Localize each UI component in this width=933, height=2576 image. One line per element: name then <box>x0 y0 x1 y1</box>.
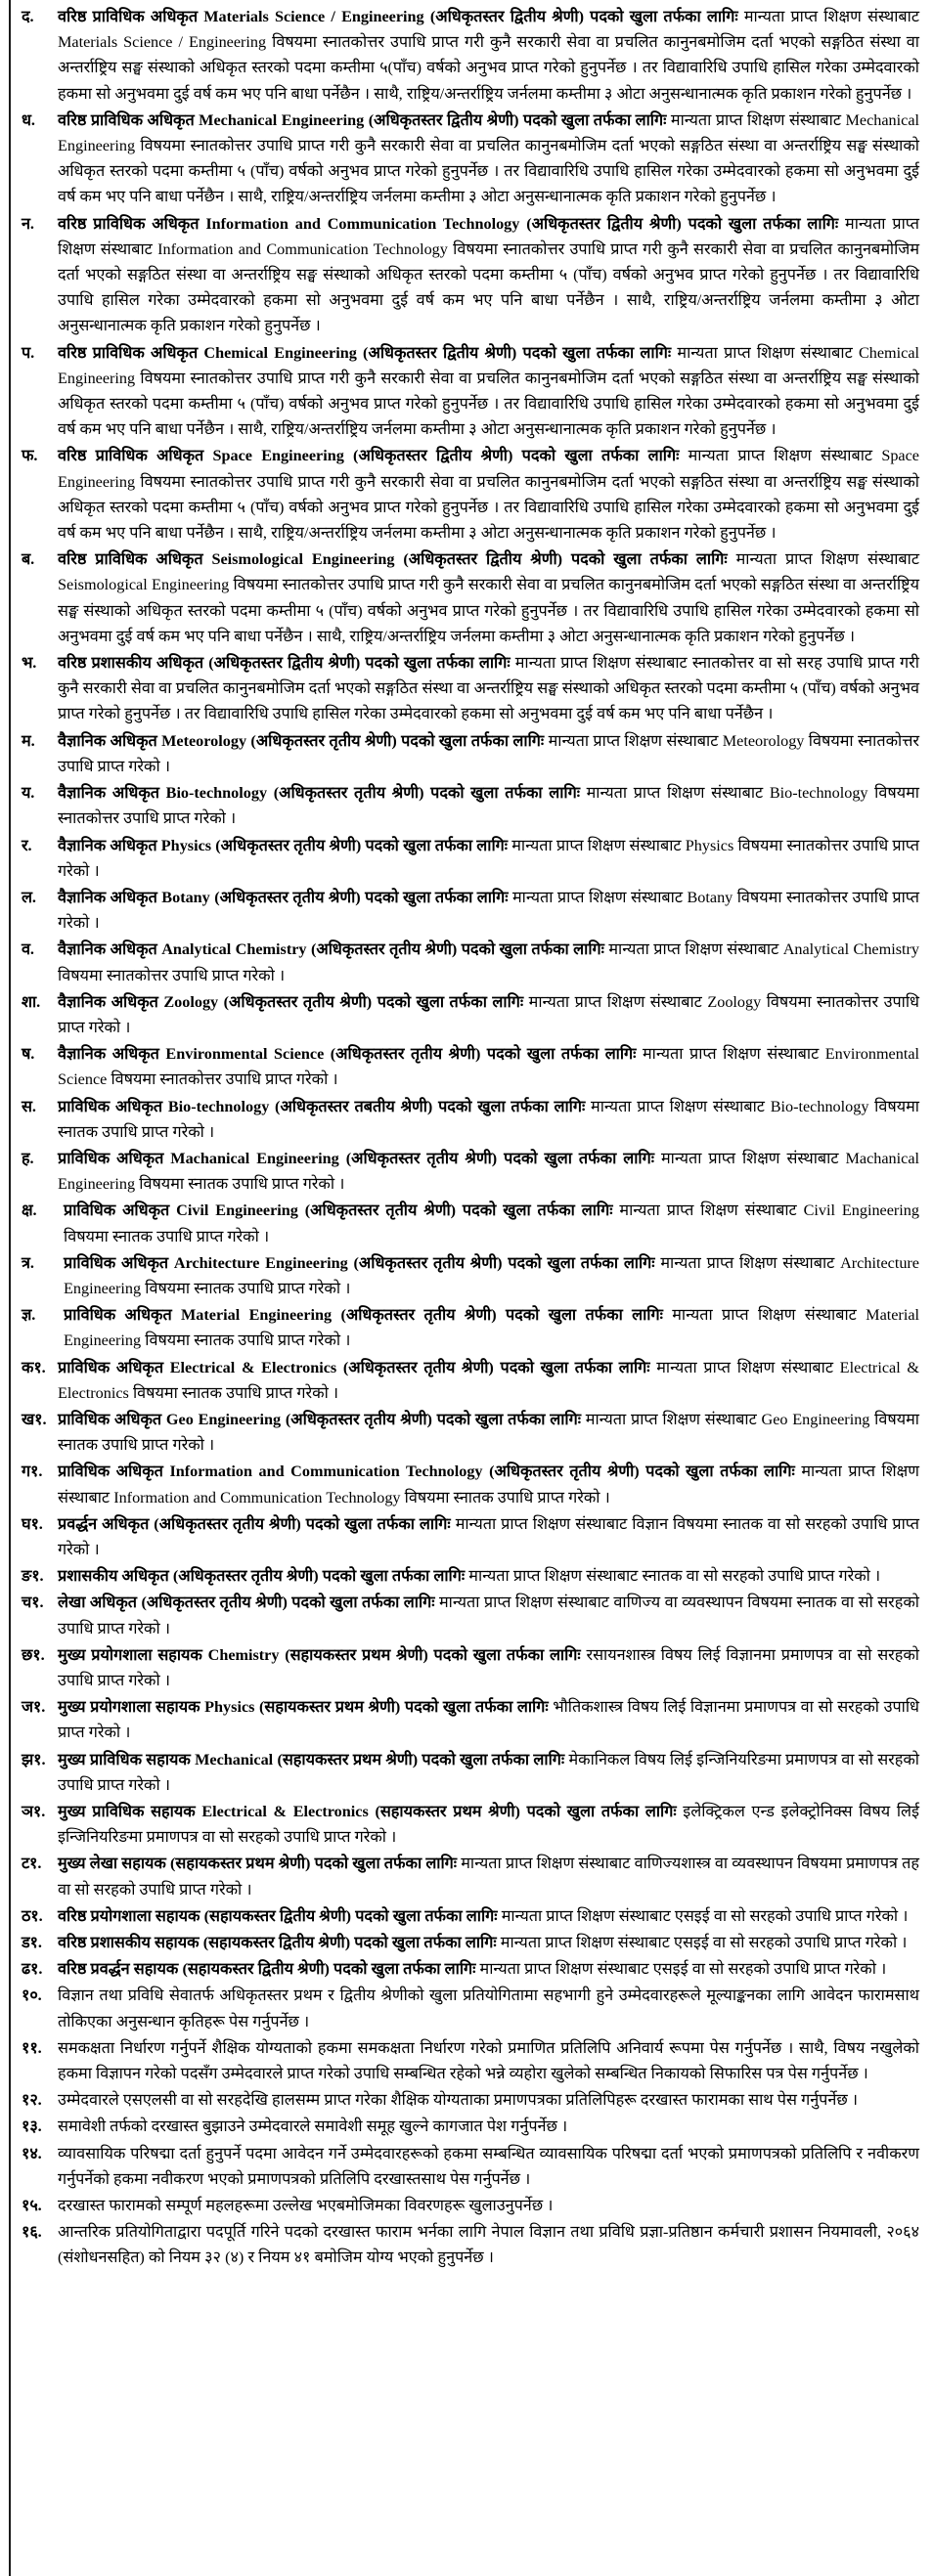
clause-detail: मान्यता प्राप्त शिक्षण संस्थाबाट Information and Communication Technology विषयमा स्नातकोत्तर उपाधि प्राप्त गरी कुनै सरकारी सेवा वा प्रचलित कानुनबमोजिम दर्ता भएको सङ्गठित संस्था वा अन्तर्राष्ट्रिय सङ्घ संस्थाको अधिकृत स्तरको पदमा कम्तीमा ५ (पाँच) वर्षको अनुभव प्राप्त गरेको हुनुपर्नेछ । तर विद्यावारिधि उपाधि हासिल गरेका उम्मेदवारको हकमा सो अनुभवमा दुई वर्ष कम भए पनि बाधा पर्नेछैन । साथै, राष्ट्रिय/अन्तर्राष्ट्रिय जर्नलमा कम्तीमा ३ ओटा अनुसन्धानात्मक कृति प्रकाशन गरेको हुनुपर्नेछ । <box>58 214 919 335</box>
clause-item <box>22 833 919 884</box>
clause-detail: मेकानिकल विषय लिई इन्जिनियरिङमा प्रमाणपत्र वा सो सरहको उपाधि प्राप्त गरेको । <box>58 1750 919 1794</box>
clause-marker: ड१. <box>22 1934 42 1952</box>
clause-item <box>22 1590 919 1640</box>
clause-heading: वैज्ञानिक अधिकृत Analytical Chemistry (अधिकृतस्तर तृतीय श्रेणी) पदको खुला तर्फका लागिः <box>58 940 609 959</box>
clause-detail: मान्यता प्राप्त शिक्षण संस्थाबाट स्नातक वा सो सरहको उपाधि प्राप्त गरेको । <box>468 1567 881 1586</box>
clause-heading: वरिष्ठ प्राविधिक अधिकृत Mechanical Engineering (अधिकृतस्तर द्वितीय श्रेणी) पदको खुला तर्फका लागिः <box>58 110 671 129</box>
clause-text <box>58 1694 919 1745</box>
clause-detail: मान्यता प्राप्त शिक्षण संस्थाबाट Architecture Engineering विषयमा स्नातक उपाधि प्राप्त गरेको । <box>64 1253 919 1297</box>
numbered-clause-item <box>22 1983 919 2033</box>
clause-text <box>58 1903 919 1929</box>
clause-marker: म. <box>22 731 35 750</box>
clause-heading: वरिष्ठ प्राविधिक अधिकृत Materials Science / Engineering (अधिकृतस्तर द्वितीय श्रेणी) पदको खुला तर्फका लागिः <box>58 8 744 25</box>
clause-item <box>22 1851 919 1901</box>
clause-text <box>58 1851 919 1901</box>
numbered-clause-list <box>22 1983 919 2270</box>
clause-marker: ट१. <box>22 1855 42 1873</box>
clause-text <box>58 1563 919 1589</box>
numbered-clause-marker: १६. <box>22 2223 42 2242</box>
clause-marker: ल. <box>22 888 36 906</box>
clause-item <box>22 1198 919 1248</box>
clause-marker: ञ१. <box>22 1803 46 1821</box>
clause-detail: मान्यता प्राप्त शिक्षण संस्थाबाट एसइई वा सो सरहको उपाधि प्राप्त गरेको । <box>500 1934 908 1952</box>
clause-marker: घ१. <box>22 1514 43 1533</box>
clause-heading: वैज्ञानिक अधिकृत Physics (अधिकृतस्तर तृतीय श्रेणी) पदको खुला तर्फका लागिः <box>58 836 512 854</box>
clause-marker: प. <box>22 343 35 362</box>
clause-detail: मान्यता प्राप्त शिक्षण संस्थाबाट Bio-technology विषयमा स्नातक उपाधि प्राप्त गरेको । <box>58 1097 919 1141</box>
clause-text <box>58 4 919 107</box>
clause-text <box>58 1459 919 1509</box>
clause-text <box>58 546 919 649</box>
clause-text <box>58 211 919 339</box>
clause-marker: ग१. <box>22 1463 43 1481</box>
clause-text <box>58 443 919 546</box>
clause-marker: ह. <box>22 1149 34 1167</box>
clause-item <box>22 780 919 831</box>
numbered-clause-marker: १५. <box>22 2197 42 2215</box>
clause-marker: र. <box>22 836 32 854</box>
lettered-clause-list <box>22 4 919 1982</box>
clause-marker: फ. <box>22 447 38 465</box>
clause-marker: क्ष. <box>22 1201 37 1220</box>
clause-item <box>22 1563 919 1589</box>
numbered-clause-item <box>22 2087 919 2113</box>
numbered-clause-marker: ११. <box>22 2038 42 2057</box>
clause-heading: वरिष्ठ प्रवर्द्धन सहायक (सहायकस्तर द्वितीय श्रेणी) पदको खुला तर्फका लागिः <box>58 1960 480 1979</box>
clause-marker: ङ१. <box>22 1567 44 1586</box>
clause-detail: मान्यता प्राप्त शिक्षण संस्थाबाट Materials Science / Engineering विषयमा स्नातकोत्तर उपाधि प्राप्त गरी कुनै सरकारी सेवा वा प्रचलित कानुनबमोजिम दर्ता भएको सङ्गठित संस्था वा अन्तर्राष्ट्रिय सङ्घ संस्थाको अधिकृत स्तरको पदमा कम्तीमा ५(पाँच) वर्षको अनुभव प्राप्त गरेको हुनुपर्नेछ । तर विद्यावारिधि उपाधि हासिल गरेका उम्मेदवारको हकमा सो अनुभवमा दुई वर्ष कम भए पनि बाधा पर्नेछैन । साथै, राष्ट्रिय/अन्तर्राष्ट्रिय जर्नलमा कम्तीमा ३ ओटा अनुसन्धानात्मक कृति प्रकाशन गरेको हुनुपर्नेछ । <box>58 8 920 103</box>
clause-detail: इलेक्ट्रिकल एन्ड इलेक्ट्रोनिक्स विषय लिई इन्जिनियरिङमा प्रमाणपत्र वा सो सरहको उपाधि प्राप्त गरेको । <box>58 1803 919 1847</box>
clause-item <box>22 340 919 443</box>
clause-heading: वैज्ञानिक अधिकृत Botany (अधिकृतस्तर तृतीय श्रेणी) पदको खुला तर्फका लागिः <box>58 888 512 906</box>
clause-item <box>22 1459 919 1509</box>
clause-heading: प्राविधिक अधिकृत Electrical & Electronics (अधिकृतस्तर तृतीय श्रेणी) पदको खुला तर्फका लागिः <box>58 1358 657 1376</box>
document-body <box>0 4 933 2271</box>
numbered-clause-item <box>22 2219 919 2270</box>
clause-heading: वरिष्ठ प्रयोगशाला सहायक (सहायकस्तर द्वितीय श्रेणी) पदको खुला तर्फका लागिः <box>58 1906 502 1925</box>
clause-marker: भ. <box>22 654 37 673</box>
clause-heading: प्रवर्द्धन अधिकृत (अधिकृतस्तर तृतीय श्रेणी) पदको खुला तर्फका लागिः <box>58 1514 456 1533</box>
numbered-clause-marker: १४. <box>22 2144 42 2162</box>
clause-text <box>58 1146 919 1197</box>
clause-marker: ख१. <box>22 1410 47 1428</box>
clause-marker: स. <box>22 1097 36 1115</box>
clause-text <box>58 1407 919 1458</box>
clause-item <box>22 728 919 779</box>
clause-item <box>22 1146 919 1197</box>
clause-item <box>22 1930 919 1955</box>
clause-heading: वैज्ञानिक अधिकृत Zoology (अधिकृतस्तर तृतीय श्रेणी) पदको खुला तर्फका लागिः <box>58 992 529 1011</box>
clause-detail: रसायनशास्त्र विषय लिई विज्ञानमा प्रमाणपत्र वा सो सरहको उपाधि प्राप्त गरेको । <box>58 1645 919 1689</box>
clause-text <box>58 833 919 884</box>
clause-text <box>58 1094 919 1145</box>
clause-detail: भौतिकशास्त्र विषय लिई विज्ञानमा प्रमाणपत्र वा सो सरहको उपाधि प्राप्त गरेको । <box>58 1698 919 1742</box>
clause-heading: वरिष्ठ प्राविधिक अधिकृत Seismological Engineering (अधिकृतस्तर द्वितीय श्रेणी) पदको खुला तर्फका लागिः <box>58 550 736 569</box>
clause-heading: मुख्य प्राविधिक सहायक Mechanical (सहायकस्तर प्रथम श्रेणी) पदको खुला तर्फका लागिः <box>58 1750 569 1768</box>
clause-text <box>58 1355 919 1406</box>
clause-heading: प्राविधिक अधिकृत Civil Engineering (अधिकृतस्तर तृतीय श्रेणी) पदको खुला तर्फका लागिः <box>64 1201 620 1220</box>
clause-text <box>58 1041 919 1092</box>
clause-item <box>22 1956 919 1982</box>
clause-item <box>22 546 919 649</box>
clause-text <box>58 340 919 443</box>
clause-heading: लेखा अधिकृत (अधिकृतस्तर तृतीय श्रेणी) पदको खुला तर्फका लागिः <box>58 1594 439 1612</box>
clause-heading: वैज्ञानिक अधिकृत Meteorology (अधिकृतस्तर तृतीय श्रेणी) पदको खुला तर्फका लागिः <box>58 731 549 750</box>
clause-item <box>22 1250 919 1301</box>
numbered-clause-item <box>22 2114 919 2139</box>
clause-detail: मान्यता प्राप्त शिक्षण संस्थाबाट Seismological Engineering विषयमा स्नातकोत्तर उपाधि प्राप्त गरी कुनै सरकारी सेवा वा प्रचलित कानुनबमोजिम दर्ता भएको सङ्गठित संस्था वा अन्तर्राष्ट्रिय सङ्घ संस्थाको अधिकृत स्तरको पदमा कम्तीमा ५ (पाँच) वर्षको अनुभव प्राप्त गरेको हुनुपर्नेछ । तर विद्यावारिधि उपाधि हासिल गरेका उम्मेदवारको हकमा सो अनुभवमा दुई वर्ष कम भए पनि बाधा पर्नेछैन । साथै, राष्ट्रिय/अन्तर्राष्ट्रिय जर्नलमा कम्तीमा ३ ओटा अनुसन्धानात्मक कृति प्रकाशन गरेको हुनुपर्नेछ । <box>58 550 919 645</box>
clause-text <box>58 1747 919 1798</box>
clause-heading: प्राविधिक अधिकृत Information and Communication Technology (अधिकृतस्तर तृतीय श्रेणी) पदको खुला तर्फका लागिः <box>58 1463 802 1481</box>
clause-text <box>58 1642 919 1693</box>
clause-item <box>22 885 919 936</box>
clause-heading: मुख्य प्रयोगशाला सहायक Chemistry (सहायकस्तर प्रथम श्रेणी) पदको खुला तर्फका लागिः <box>58 1645 587 1664</box>
numbered-clause-item <box>22 2035 919 2086</box>
clause-heading: वरिष्ठ प्राविधिक अधिकृत Information and Communication Technology (अधिकृतस्तर द्वितीय श्रेणी) पदको खुला तर्फका लागिः <box>58 214 846 233</box>
clause-item <box>22 443 919 546</box>
clause-detail: मान्यता प्राप्त शिक्षण संस्थाबाट Bio-technology विषयमा स्नातकोत्तर उपाधि प्राप्त गरेको । <box>58 784 919 828</box>
clause-heading: वरिष्ठ प्राविधिक अधिकृत Chemical Engineering (अधिकृतस्तर द्वितीय श्रेणी) पदको खुला तर्फका लागिः <box>58 343 678 362</box>
numbered-clause-item <box>22 2193 919 2218</box>
clause-heading: प्राविधिक अधिकृत Bio-technology (अधिकृतस्तर तबतीय श्रेणी) पदको खुला तर्फका लागिः <box>58 1097 592 1115</box>
clause-marker: ज्ञ. <box>22 1306 36 1325</box>
clause-heading: मुख्य प्रयोगशाला सहायक Physics (सहायकस्तर प्रथम श्रेणी) पदको खुला तर्फका लागिः <box>58 1698 554 1717</box>
clause-heading: प्राविधिक अधिकृत Machanical Engineering (अधिकृतस्तर तृतीय श्रेणी) पदको खुला तर्फका लागिः <box>58 1149 661 1167</box>
clause-text <box>58 1511 919 1562</box>
clause-detail: मान्यता प्राप्त शिक्षण संस्थाबाट एसइई वा सो सरहको उपाधि प्राप्त गरेको । <box>479 1960 887 1979</box>
clause-heading: वैज्ञानिक अधिकृत Bio-technology (अधिकृतस्तर तृतीय श्रेणी) पदको खुला तर्फका लागिः <box>58 784 587 803</box>
clause-item <box>22 1094 919 1145</box>
clause-detail: मान्यता प्राप्त शिक्षण संस्थाबाट Meteorology विषयमा स्नातकोत्तर उपाधि प्राप्त गरेको । <box>58 731 920 775</box>
clause-heading: मुख्य लेखा सहायक (सहायकस्तर प्रथम श्रेणी) पदको खुला तर्फका लागिः <box>58 1855 462 1873</box>
clause-item <box>22 1642 919 1693</box>
clause-detail: मान्यता प्राप्त शिक्षण संस्थाबाट Mechanical Engineering विषयमा स्नातकोत्तर उपाधि प्राप्त गरी कुनै सरकारी सेवा वा प्रचलित कानुनबमोजिम दर्ता भएको सङ्गठित संस्था वा अन्तर्राष्ट्रिय सङ्घ संस्थाको अधिकृत स्तरको पदमा कम्तीमा ५ (पाँच) वर्षको अनुभव प्राप्त गरेको हुनुपर्नेछ । तर विद्यावारिधि उपाधि हासिल गरेका उम्मेदवारको हकमा सो अनुभवमा दुई वर्ष कम भए पनि बाधा पर्नेछैन । साथै, राष्ट्रिय/अन्तर्राष्ट्रिय जर्नलमा कम्तीमा ३ ओटा अनुसन्धानात्मक कृति प्रकाशन गरेको हुनुपर्नेछ । <box>58 110 920 206</box>
clause-text <box>58 1590 919 1640</box>
clause-text <box>64 1198 919 1248</box>
clause-marker: य. <box>22 784 35 803</box>
clause-text <box>58 728 919 779</box>
clause-heading: प्राविधिक अधिकृत Material Engineering (अधिकृतस्तर तृतीय श्रेणी) पदको खुला तर्फका लागिः <box>64 1306 673 1325</box>
clause-marker: द. <box>22 8 34 25</box>
clause-text <box>58 780 919 831</box>
clause-item <box>22 108 919 210</box>
clause-item <box>22 1747 919 1798</box>
clause-detail: मान्यता प्राप्त शिक्षण संस्थाबाट Space Engineering विषयमा स्नातकोत्तर उपाधि प्राप्त गरी कुनै सरकारी सेवा वा प्रचलित कानुनबमोजिम दर्ता भएको सङ्गठित संस्था वा अन्तर्राष्ट्रिय सङ्घ संस्थाको अधिकृत स्तरको पदमा कम्तीमा ५ (पाँच) वर्षको अनुभव प्राप्त गरेको हुनुपर्नेछ । तर विद्यावारिधि उपाधि हासिल गरेका उम्मेदवारको हकमा सो अनुभवमा दुई वर्ष कम भए पनि बाधा पर्नेछैन । साथै, राष्ट्रिय/अन्तर्राष्ट्रिय जर्नलमा कम्तीमा ३ ओटा अनुसन्धानात्मक कृति प्रकाशन गरेको हुनुपर्नेछ । <box>58 447 919 543</box>
clause-text <box>64 1250 919 1301</box>
clause-text <box>58 937 919 987</box>
clause-detail: मान्यता प्राप्त शिक्षण संस्थाबाट Civil Engineering विषयमा स्नातक उपाधि प्राप्त गरेको । <box>64 1201 919 1245</box>
numbered-clause-marker: १३. <box>22 2118 42 2136</box>
numbered-clause-text: आन्तरिक प्रतियोगिताद्वारा पदपूर्ति गरिने पदको दरखास्त फाराम भर्नका लागि नेपाल विज्ञान तथा प्रविधि प्रज्ञा-प्रतिष्ठान कर्मचारी प्रशासन नियमावली, २०६४ (संशोधनसहित) को नियम ३२ (४) र नियम ४१ बमोजिम योग्य भएको हुनुपर्नेछ । <box>58 2223 919 2267</box>
clause-detail: मान्यता प्राप्त शिक्षण संस्थाबाट एसइई वा सो सरहको उपाधि प्राप्त गरेको । <box>501 1906 909 1925</box>
clause-item <box>22 1302 919 1353</box>
clause-marker: शा. <box>22 992 41 1011</box>
clause-text <box>58 108 919 210</box>
clause-text <box>58 1799 919 1850</box>
clause-marker: क१. <box>22 1358 46 1376</box>
clause-heading: प्राविधिक अधिकृत Architecture Engineering (अधिकृतस्तर तृतीय श्रेणी) पदको खुला तर्फका लागिः <box>64 1253 661 1272</box>
clause-marker: ध. <box>22 110 35 129</box>
clause-text <box>58 885 919 936</box>
clause-heading: वैज्ञानिक अधिकृत Environmental Science (अधिकृतस्तर तृतीय श्रेणी) पदको खुला तर्फका लागिः <box>58 1045 643 1064</box>
clause-detail: मान्यता प्राप्त शिक्षण संस्थाबाट Zoology विषयमा स्नातकोत्तर उपाधि प्राप्त गरेको । <box>58 992 919 1036</box>
clause-heading: वरिष्ठ प्रशासकीय अधिकृत (अधिकृतस्तर द्वितीय श्रेणी) पदको खुला तर्फका लागिः <box>58 654 515 673</box>
clause-item <box>22 1903 919 1929</box>
clause-item <box>22 650 919 727</box>
clause-marker: ठ१. <box>22 1906 43 1925</box>
clause-marker: झ१. <box>22 1750 46 1768</box>
clause-detail: मान्यता प्राप्त शिक्षण संस्थाबाट Electrical & Electronics विषयमा स्नातक उपाधि प्राप्त गरेको । <box>58 1358 919 1402</box>
clause-marker: व. <box>22 940 34 959</box>
clause-detail: मान्यता प्राप्त शिक्षण संस्थाबाट स्नातकोत्तर वा सो सरह उपाधि प्राप्त गरी कुनै सरकारी सेवा वा प्रचलित कानुनबमोजिम दर्ता भएको सङ्गठित संस्था वा अन्तर्राष्ट्रिय सङ्घ संस्थाको अधिकृत स्तरको पदमा कम्तीमा ५ (पाँच) वर्षको अनुभव प्राप्त गरेको हुनुपर्नेछ । तर विद्यावारिधि उपाधि हासिल गरेका उम्मेदवारको हकमा सो अनुभवमा दुई वर्ष कम भए पनि बाधा पर्नेछैन । <box>58 654 919 723</box>
clause-detail: मान्यता प्राप्त शिक्षण संस्थाबाट Chemical Engineering विषयमा स्नातकोत्तर उपाधि प्राप्त गरी कुनै सरकारी सेवा वा प्रचलित कानुनबमोजिम दर्ता भएको सङ्गठित संस्था वा अन्तर्राष्ट्रिय सङ्घ संस्थाको अधिकृत स्तरको पदमा कम्तीमा ५ (पाँच) वर्षको अनुभव प्राप्त गरेको हुनुपर्नेछ । तर विद्यावारिधि उपाधि हासिल गरेका उम्मेदवारको हकमा सो अनुभवमा दुई वर्ष कम भए पनि बाधा पर्नेछैन । साथै, राष्ट्रिय/अन्तर्राष्ट्रिय जर्नलमा कम्तीमा ३ ओटा अनुसन्धानात्मक कृति प्रकाशन गरेको हुनुपर्नेछ । <box>58 343 919 439</box>
clause-marker: ज१. <box>22 1698 46 1717</box>
numbered-clause-text: व्यावसायिक परिषद्मा दर्ता हुनुपर्ने पदमा आवेदन गर्ने उम्मेदवारहरूको हकमा सम्बन्धित व्यावसायिक परिषद्मा दर्ता भएको प्रमाणपत्रको प्रतिलिपि र नवीकरण गर्नुपर्नेको हकमा नवीकरण भएको प्रमाणपत्रको प्रतिलिपि दरखास्तसाथ पेस गर्नुपर्नेछ । <box>58 2144 919 2188</box>
numbered-clause-text: दरखास्त फारामको सम्पूर्ण महलहरूमा उल्लेख भएबमोजिमका विवरणहरू खुलाउनुपर्नेछ । <box>58 2197 554 2215</box>
clause-heading: वरिष्ठ प्राविधिक अधिकृत Space Engineering (अधिकृतस्तर द्वितीय श्रेणी) पदको खुला तर्फका लागिः <box>58 447 689 465</box>
clause-detail: मान्यता प्राप्त शिक्षण संस्थाबाट Material Engineering विषयमा स्नातक उपाधि प्राप्त गरेको । <box>64 1306 920 1350</box>
numbered-clause-marker: १०. <box>22 1987 42 2005</box>
numbered-clause-text: समकक्षता निर्धारण गर्नुपर्ने शैक्षिक योग्यताको हकमा समकक्षता निर्धारण गरेको प्रमाणित प्रतिलिपि अनिवार्य रूपमा पेस गर्नुपर्नेछ । साथै, विषय नखुलेको हकमा विज्ञापन गरेको पदसँग उम्मेदवारले प्राप्त गरेको उपाधि सम्बन्धित रहेको भन्ने व्यहोरा खुलेको सम्बन्धित निकायको सिफारिस पत्र पेस गर्नुपर्नेछ । <box>58 2038 919 2083</box>
clause-marker: ढ१. <box>22 1960 43 1979</box>
clause-marker: न. <box>22 214 34 233</box>
clause-marker: ब. <box>22 550 35 569</box>
clause-detail: मान्यता प्राप्त शिक्षण संस्थाबाट Analytical Chemistry विषयमा स्नातकोत्तर उपाधि प्राप्त गरेको । <box>58 940 919 984</box>
clause-text <box>58 1956 919 1982</box>
numbered-clause-marker: १२. <box>22 2091 42 2110</box>
clause-text <box>58 1930 919 1955</box>
clause-text <box>58 989 919 1040</box>
clause-text <box>64 1302 919 1353</box>
clause-item <box>22 1041 919 1092</box>
numbered-clause-item <box>22 2141 919 2192</box>
clause-heading: प्राविधिक अधिकृत Geo Engineering (अधिकृतस्तर तृतीय श्रेणी) पदको खुला तर्फका लागिः <box>58 1410 586 1428</box>
clause-marker: च१. <box>22 1594 44 1612</box>
clause-detail: मान्यता प्राप्त शिक्षण संस्थाबाट Physics विषयमा स्नातकोत्तर उपाधि प्राप्त गरेको । <box>58 836 919 880</box>
clause-detail: मान्यता प्राप्त शिक्षण संस्थाबाट वाणिज्य वा व्यवस्थापन विषयमा स्नातक वा सो सरहको उपाधि प्राप्त गरेको । <box>58 1594 919 1637</box>
clause-item <box>22 1694 919 1745</box>
clause-item <box>22 1511 919 1562</box>
numbered-clause-text: उम्मेदवारले एसएलसी वा सो सरहदेखि हालसम्म प्राप्त गरेका शैक्षिक योग्यताका प्रमाणपत्रका प्रतिलिपिहरू दरखास्त फारामका साथ पेस गर्नुपर्नेछ । <box>58 2091 858 2110</box>
clause-item <box>22 1355 919 1406</box>
clause-detail: मान्यता प्राप्त शिक्षण संस्थाबाट Environmental Science विषयमा स्नातकोत्तर उपाधि प्राप्त गरेको । <box>58 1045 919 1089</box>
clause-detail: मान्यता प्राप्त शिक्षण संस्थाबाट वाणिज्यशास्त्र वा व्यवस्थापन विषयमा प्रमाणपत्र तह वा सो सरहको उपाधि प्राप्त गरेको । <box>58 1855 919 1899</box>
clause-detail: मान्यता प्राप्त शिक्षण संस्थाबाट Information and Communication Technology विषयमा स्नातक उपाधि प्राप्त गरेको । <box>58 1463 919 1506</box>
clause-detail: मान्यता प्राप्त शिक्षण संस्थाबाट Botany विषयमा स्नातकोत्तर उपाधि प्राप्त गरेको । <box>58 888 919 933</box>
clause-item <box>22 989 919 1040</box>
clause-heading: मुख्य प्राविधिक सहायक Electrical & Electronics (सहायकस्तर प्रथम श्रेणी) पदको खुला तर्फका लागिः <box>58 1803 684 1821</box>
clause-item <box>22 1407 919 1458</box>
clause-item <box>22 937 919 987</box>
clause-heading: प्रशासकीय अधिकृत (अधिकृतस्तर तृतीय श्रेणी) पदको खुला तर्फका लागिः <box>58 1567 469 1586</box>
clause-marker: ष. <box>22 1045 35 1064</box>
clause-item <box>22 211 919 339</box>
clause-marker: त्र. <box>22 1253 34 1272</box>
clause-detail: मान्यता प्राप्त शिक्षण संस्थाबाट Machanical Engineering विषयमा स्नातक उपाधि प्राप्त गरेको । <box>58 1149 920 1194</box>
clause-marker: छ१. <box>22 1645 45 1664</box>
clause-item <box>22 1799 919 1850</box>
clause-detail: मान्यता प्राप्त शिक्षण संस्थाबाट विज्ञान विषयमा स्नातक वा सो सरहको उपाधि प्राप्त गरेको । <box>58 1514 920 1558</box>
clause-item <box>22 4 919 107</box>
numbered-clause-text: विज्ञान तथा प्रविधि सेवातर्फ अधिकृतस्तर प्रथम र द्वितीय श्रेणीको खुला प्रतियोगितामा सहभागी हुने उम्मेदवारहरूले मूल्याङ्कनका लागि आवेदन फारामसाथ तोकिएका अनुसन्धान कृतिहरू पेस गर्नुपर्नेछ । <box>58 1987 919 2030</box>
clause-heading: वरिष्ठ प्रशासकीय सहायक (सहायकस्तर द्वितीय श्रेणी) पदको खुला तर्फका लागिः <box>58 1934 501 1952</box>
clause-detail: मान्यता प्राप्त शिक्षण संस्थाबाट Geo Engineering विषयमा स्नातक उपाधि प्राप्त गरेको । <box>58 1410 919 1455</box>
clause-text <box>58 650 919 727</box>
numbered-clause-text: समावेशी तर्फको दरखास्त बुझाउने उम्मेदवारले समावेशी समूह खुल्ने कागजात पेश गर्नुपर्नेछ । <box>58 2118 568 2136</box>
